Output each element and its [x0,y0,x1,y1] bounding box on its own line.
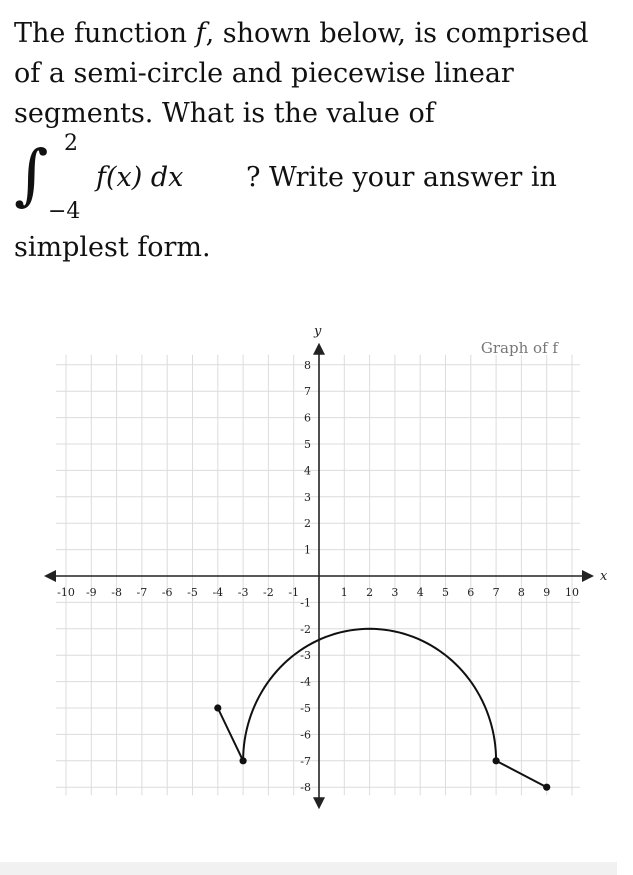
x-tick-label: -7 [136,586,148,599]
x-tick-label: -3 [237,586,249,599]
y-tick-label: -1 [300,596,311,610]
x-tick-label: 9 [543,586,551,599]
x-tick-label: 7 [492,586,500,599]
y-tick-label: 4 [304,464,311,478]
x-tick-label: -8 [111,586,122,599]
x-tick-label: -2 [263,586,274,599]
y-tick-label: -7 [300,754,311,768]
x-tick-label: -9 [85,586,97,599]
y-tick-label: 1 [304,543,311,557]
function-point [493,757,500,764]
y-tick-label: -3 [300,649,311,663]
question-line-1-rest: , shown below, is comprised [205,18,589,49]
question-line-1-text: The function [14,18,187,49]
integral-expression [14,131,614,228]
y-tick-label: 3 [304,490,311,504]
function-point [240,757,247,764]
integral-upper-limit: 2 [64,131,78,156]
y-tick-label: -4 [300,675,311,689]
y-tick-label: -2 [300,622,311,636]
x-tick-label: -10 [57,586,75,599]
x-axis-arrow-right [582,570,594,582]
function-name: f [195,18,206,49]
bottom-bar [0,862,617,875]
x-tick-label: 6 [467,586,475,599]
question-line-5: simplest form. [14,232,211,263]
y-tick-label: 2 [304,517,311,531]
y-tick-label: 5 [304,438,311,451]
y-tick-label: 7 [304,385,311,399]
chart-title: Graph of f [480,338,558,357]
y-tick-label: 8 [304,358,311,372]
y-axis-label: y [314,323,322,339]
integral-sign: ∫ [14,136,49,213]
x-tick-label: -5 [187,586,198,599]
y-tick-label: -5 [300,702,311,715]
function-point [543,784,550,791]
question-line-3: segments. What is the value of [14,98,435,129]
y-axis-arrow-up [313,343,325,355]
integral-lower-limit: −4 [48,199,81,224]
y-tick-label: 6 [304,411,311,425]
question-text [14,14,614,268]
x-tick-label: 4 [416,586,424,599]
x-axis-label: x [600,569,608,584]
integrand: f(x) dx [96,162,184,193]
x-tick-label: 1 [340,586,348,599]
x-tick-label: 3 [391,586,399,599]
question-line-4-rest: ? Write your answer in [246,162,557,193]
x-tick-label: 8 [517,586,525,599]
x-tick-label: -4 [212,586,224,599]
function-point [214,704,221,711]
question-line-1 [14,14,614,54]
x-tick-label: -6 [161,586,173,599]
x-axis-arrow-left [44,570,56,582]
x-tick-label: 10 [565,586,579,599]
y-tick-label: -8 [300,781,311,795]
x-tick-label: 5 [442,586,449,599]
y-axis-arrow-down [313,797,325,809]
y-tick-label: -6 [300,728,311,742]
x-tick-label: 2 [366,586,374,599]
function-graph [0,320,633,820]
question-line-2: of a semi-circle and piecewise linear [14,58,514,89]
x-tick-label: -1 [288,586,300,599]
